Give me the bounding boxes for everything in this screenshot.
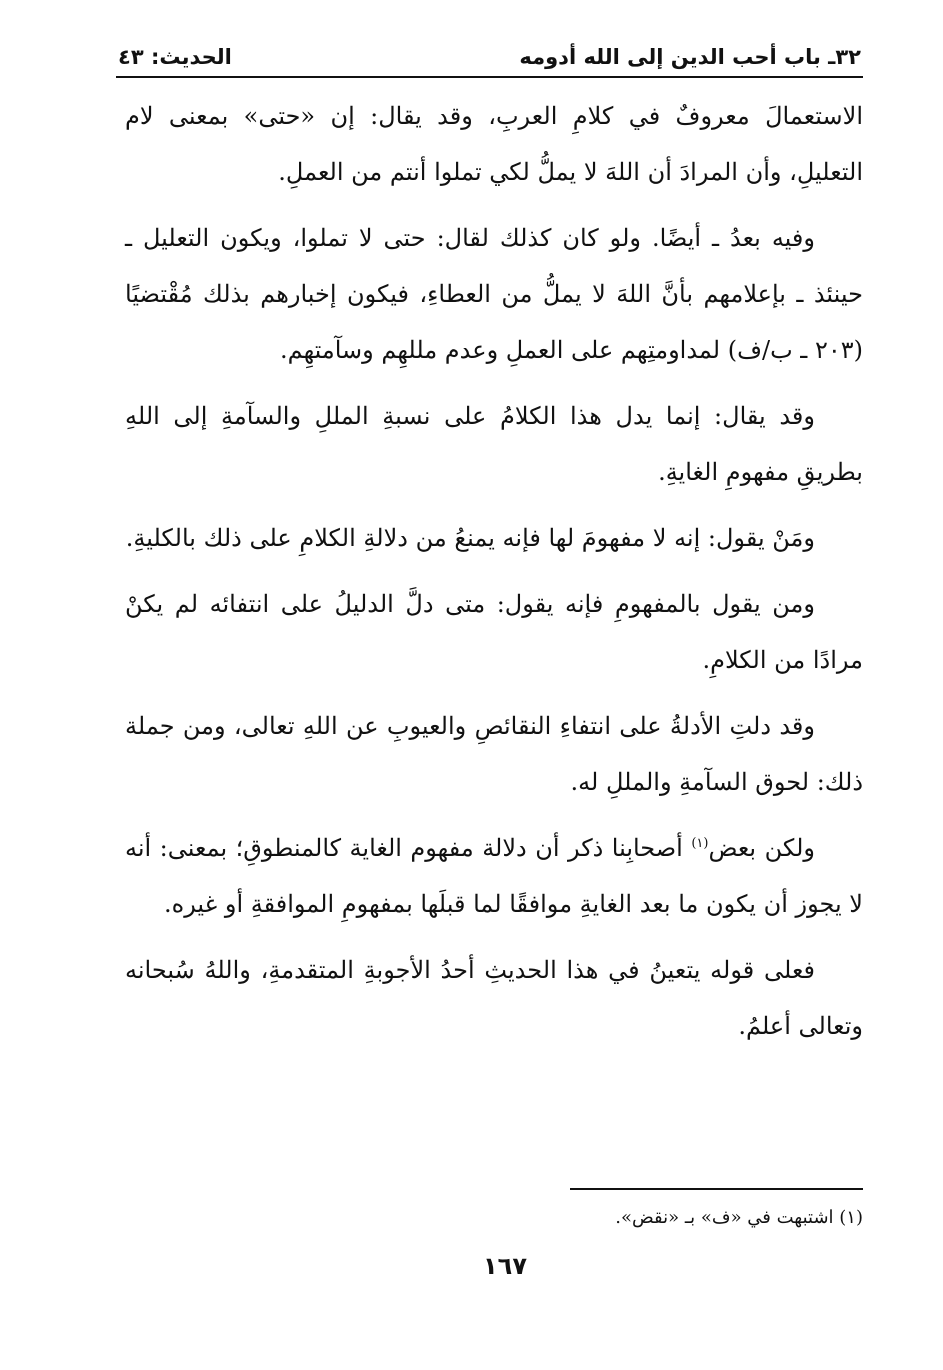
footnote-reference: (١) bbox=[691, 836, 709, 851]
paragraph-2: وفيه بعدُ ـ أيضًا. ولو كان كذلك لقال: حتى لا تملوا، ويكون التعليل ـ حينئذ ـ بإعلامهم بأنَّ اللهَ لا يملُّ من العطاءِ، فيكون إخبارهم بذلك مُقْتضيًا (٢٠٣ ـ ب/ف) لمداومتِهم على العملِ وعدم مللهِم وسآمتهِم. bbox=[125, 224, 863, 364]
paragraph-7-end: أصحابِنا ذكر أن دلالة مفهوم الغاية كالمنطوقِ؛ بمعنى: أنه لا يجوز أن يكون ما بعد الغايةِ موافقًا لما قبلَها بمفهومِ الموافقةِ أو غيره. bbox=[125, 834, 863, 918]
paragraph-6: وقد دلتِ الأدلةُ على انتفاءِ النقائصِ والعيوبِ عن اللهِ تعالى، ومن جملة ذلك: لحوق السآمةِ والمللِ له. bbox=[125, 712, 863, 796]
paragraph-4: ومَنْ يقول: إنه لا مفهومَ لها فإنه يمنعُ من دلالةِ الكلامِ على ذلك بالكليةِ. bbox=[125, 524, 815, 552]
paragraph-1: الاستعمالَ معروفٌ في كلامِ العربِ، وقد يقال: إن «حتى» بمعنى لام التعليلِ، وأن المرادَ أن اللهَ لا يملُّ لكي تملوا أنتم من العملِ. bbox=[125, 102, 863, 186]
footnote: (١) اشتبهت في «ف» بـ «نقض». bbox=[615, 1207, 863, 1228]
paragraph-8: فعلى قوله يتعينُ في هذا الحديثِ أحدُ الأجوبةِ المتقدمةِ، واللهُ سُبحانه وتعالى أعلمُ. bbox=[125, 956, 863, 1040]
header-rule bbox=[116, 76, 863, 78]
paragraph-5: ومن يقول بالمفهومِ فإنه يقول: متى دلَّ الدليلُ على انتفائه لم يكنْ مرادًا من الكلامِ. bbox=[125, 590, 863, 674]
body-text bbox=[125, 88, 863, 1064]
page-number: ١٦٧ bbox=[483, 1252, 527, 1280]
paragraph-7-start: ولكن بعض bbox=[708, 834, 815, 862]
chapter-title: ٣٢ـ باب أحب الدين إلى الله أدومه bbox=[519, 45, 861, 69]
paragraph-3: وقد يقال: إنما يدل هذا الكلامُ على نسبةِ المللِ والسآمةِ إلى اللهِ بطريقِ مفهومِ الغايةِ. bbox=[125, 402, 863, 486]
running-header bbox=[118, 40, 861, 74]
hadith-number: الحديث: ٤٣ bbox=[118, 45, 232, 69]
paragraph-7 bbox=[125, 820, 863, 932]
footnote-rule bbox=[570, 1188, 863, 1190]
